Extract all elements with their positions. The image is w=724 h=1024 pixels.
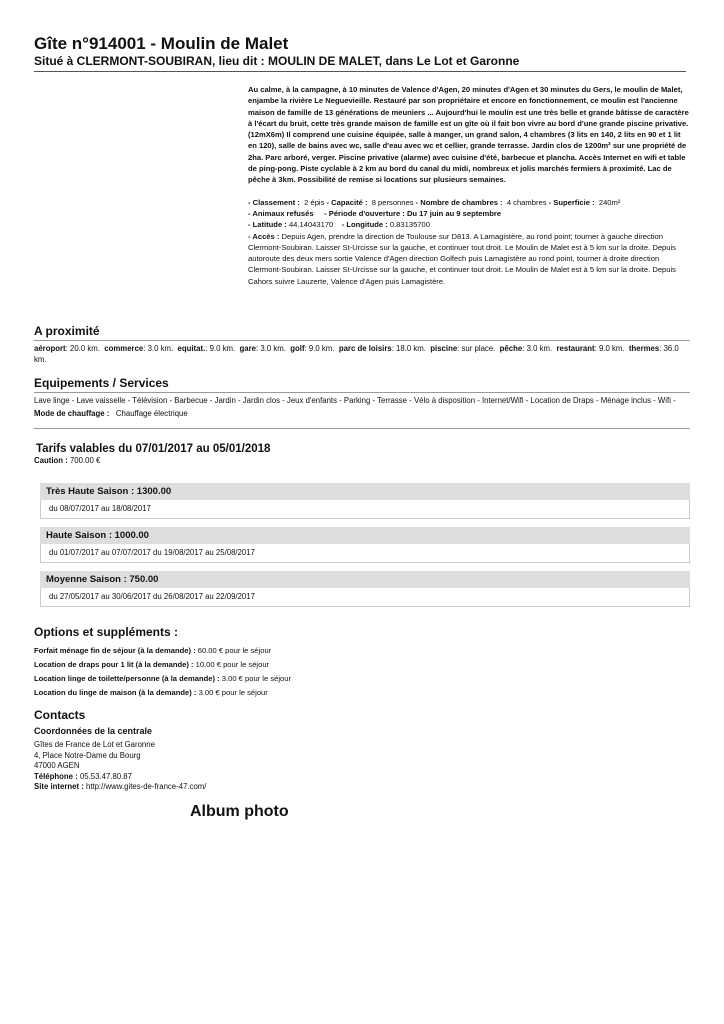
page-header <box>34 34 686 72</box>
proximite-label: aéroport <box>34 344 66 353</box>
option-label: Location de draps pour 1 lit (à la demande) : <box>34 660 194 669</box>
proximite-value: 3.0 km. <box>526 344 553 353</box>
equipements-title: Equipements / Services <box>34 376 690 393</box>
proximite-value: 9.0 km. <box>598 344 625 353</box>
acces-value: Depuis Agen, prendre la direction de Toulouse sur D813. A Lamagistère, au rond point; tourner à gauche direction Clermont-Soubiran. Laisser St-Urcisse sur la gauche, et continuer tout droit. Le Moulin de Malet est à 5 km sur la droite. Depuis autoroute des deux mers sortie Valence d'Agen direction Golfech puis Lamagistère au rond point, tourner à droite direction Clermont-Soubiran. Laisser St-Urcisse sur la gauche, et continuer tout droit. Le Moulin de Malet est à 5 km sur la droite. Depuis Cahors suivre Lauzerte, Valence d'Agen puis Lamagistère. <box>248 231 676 286</box>
proximite-value: 9.0 km. <box>308 344 335 353</box>
longitude-value: 0.83135700 <box>389 220 430 230</box>
proximite-label: equitat. <box>177 344 206 353</box>
season-block <box>40 571 690 607</box>
proximite-label: parc de loisirs <box>338 344 392 353</box>
proximite-title: A proximité <box>34 324 690 341</box>
proximite-value: 20.0 km. <box>69 344 100 353</box>
chambres-value: 4 chambres <box>506 197 547 207</box>
capacite-label: - Capacité : <box>326 197 368 207</box>
description-text: Au calme, à la campagne, à 10 minutes de Valence d'Agen, 20 minutes d'Agen et 30 minutes du Gers, le moulin de Malet, enjambe la rivière Le Neguevieille. Restauré par son propriétaire et encore en fonctionnement, ce moulin est l'ancienne maison de famille de 13 générations de meuniers ... Aujourd'hui le moulin est une très belle et grande bâtisse de caractère à l'écart du bruit, cette très grande maison de famille est un gîte où il fait bon vivre au bord d'une grande piscine privative. (12mX6m) Il comprend une cuisine équipée, salle à manger, un grand salon, 4 chambres (3 lits en 140, 2 lits en 90 et 1 lit en 120), salle de bains avec wc, salle d'eau avec wc et cellier, grande terrasse. Jardin clos de 1200m² sur une propriété de 2ha. Parc arboré, verger. Piscine privative (alarme) avec cuisine d'été, barbecue et plancha. Accès Internet en wifi et table de ping-pong. Piste cyclable à 2 km au bord du canal du midi, nombreux et jolis marchés fermiers à proximité. Lac de pêche à 3km. Possibilité de remise si locations sur plusieurs semaines. <box>248 85 689 185</box>
contacts-title: Contacts <box>34 708 86 722</box>
option-item <box>34 644 690 658</box>
latitude-value: 44.14043170 <box>288 220 334 230</box>
proximite-label: gare <box>239 344 256 353</box>
contact-address: 4, Place Notre-Dame du Bourg <box>34 750 141 760</box>
contacts-subtitle: Coordonnées de la centrale <box>34 726 153 736</box>
proximite-label: pêche <box>499 344 523 353</box>
classement-label: - Classement : <box>248 197 300 207</box>
contact-city: 47000 AGEN <box>34 761 80 770</box>
option-label: Location du linge de maison (à la demande) : <box>34 688 197 697</box>
season-dates: du 27/05/2017 au 30/06/2017 du 26/08/2017 au 22/09/2017 <box>40 588 690 607</box>
option-item <box>34 672 690 686</box>
equipements-list: Lave linge - Lave vaisselle - Télévision - Barbecue - Jardin - Jardin clos - Jeux d'enfants - Parking - Terrasse - Vélo à disposition - Internet/Wifi - Location de Draps - Ménage inclus - Wifi - <box>34 396 676 405</box>
option-label: Location linge de toilette/personne (à la demande) : <box>34 674 220 683</box>
animaux-periode-line <box>248 208 690 219</box>
season-dates: du 08/07/2017 au 18/08/2017 <box>40 500 690 519</box>
proximite-value: sur place. <box>461 344 496 353</box>
proximite-label: restaurant <box>556 344 595 353</box>
album-title: Album photo <box>190 803 289 820</box>
option-value: 10.00 € pour le séjour <box>195 660 270 669</box>
chambres-label: - Nombre de chambres : <box>415 197 503 207</box>
option-item <box>34 658 690 672</box>
acces-line <box>248 231 690 287</box>
periode-text: - Période d'ouverture : Du 17 juin au 9 septembre <box>324 208 502 218</box>
contact-org: Gîtes de France de Lot et Garonne <box>34 740 155 749</box>
contacts-section <box>34 708 690 793</box>
latitude-label: - Latitude : <box>248 220 287 230</box>
options-title: Options et suppléments : <box>34 625 179 639</box>
proximite-section <box>34 324 690 365</box>
season-block <box>40 527 690 563</box>
phone-label: Téléphone : <box>34 771 78 781</box>
tarifs-section <box>34 428 690 467</box>
options-section <box>34 625 690 700</box>
season-name: Moyenne Saison : 750.00 <box>40 571 690 588</box>
tarifs-title: Tarifs valables du 07/01/2017 au 05/01/2018 <box>36 443 271 455</box>
superficie-value: 240m² <box>598 197 621 207</box>
caution-value: 700.00 € <box>69 456 101 465</box>
site-link[interactable]: http://www.gites-de-france-47.com/ <box>86 782 207 791</box>
proximite-value: 3.0 km. <box>147 344 174 353</box>
page-subtitle: Situé à CLERMONT-SOUBIRAN, lieu dit : MOULIN DE MALET, dans Le Lot et Garonne <box>34 54 520 68</box>
option-value: 3.00 € pour le séjour <box>198 688 268 697</box>
phone-value: 05.53.47.80.87 <box>79 771 132 781</box>
proximite-label: commerce <box>104 344 144 353</box>
caution-line <box>34 456 690 467</box>
description-block <box>248 84 690 287</box>
site-label: Site internet : <box>34 782 84 791</box>
proximite-label: thermes <box>628 344 660 353</box>
season-dates: du 01/07/2017 au 07/07/2017 du 19/08/2017 au 25/08/2017 <box>40 544 690 563</box>
chauffage-line <box>34 409 690 420</box>
season-name: Haute Saison : 1000.00 <box>40 527 690 544</box>
proximite-value: 3.0 km. <box>260 344 286 353</box>
characteristics-line <box>248 197 690 208</box>
proximite-value: 36.0 km. <box>34 344 679 364</box>
proximite-value: 9.0 km. <box>209 344 236 353</box>
proximite-value: 18.0 km. <box>396 344 426 353</box>
superficie-label: - Superficie : <box>548 197 595 207</box>
option-item <box>34 686 690 700</box>
classement-value: 2 épis <box>304 197 325 207</box>
proximite-label: piscine <box>430 344 458 353</box>
season-block <box>40 483 690 519</box>
proximite-label: golf <box>290 344 305 353</box>
contact-site-line <box>34 782 690 793</box>
equipements-section <box>34 376 690 419</box>
caution-label: Caution : <box>34 456 68 465</box>
coordinates-line <box>248 219 690 230</box>
option-label: Forfait ménage fin de séjour (à la demande) : <box>34 646 196 655</box>
animaux-text: - Animaux refusés <box>248 208 314 218</box>
proximite-list: aéroport: 20.0 km. commerce: 3.0 km. equitat.: 9.0 km. gare: 3.0 km. golf: 9.0 km. parc de loisirs: 18.0 km. piscine: sur place. pêche: 3.0 km. restaurant: 9.0 km. thermes: 36.0 km. <box>34 344 679 364</box>
longitude-label: - Longitude : <box>341 220 388 230</box>
season-name: Très Haute Saison : 1300.00 <box>40 483 690 500</box>
option-value: 3.00 € pour le séjour <box>221 674 292 683</box>
capacite-value: 8 personnes <box>371 197 414 207</box>
contact-phone-line <box>34 772 690 783</box>
chauffage-value: Chauffage électrique <box>115 408 188 418</box>
chauffage-label: Mode de chauffage : <box>34 408 110 418</box>
option-value: 60.00 € pour le séjour <box>197 646 272 655</box>
acces-label: - Accès : <box>248 231 280 241</box>
page-title: Gîte n°914001 - Moulin de Malet <box>34 34 289 53</box>
